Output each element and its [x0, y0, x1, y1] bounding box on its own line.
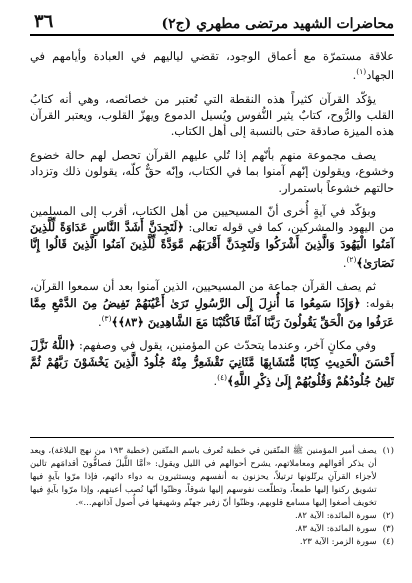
page-number: ٣٦ [34, 11, 54, 32]
quran-verse: ﴿اللَّهُ نَزَّلَ أَحْسَنَ الْحَدِيثِ كِتَابًا مُّتَشَابِهًا مَّثَانِيَ تَقْشَعِرُّ مِنْهُ جُلُودُ الَّذِينَ يَخْشَوْنَ رَبَّهُمْ ثُمَّ تَلِينُ جُلُودُهُمْ وَقُلُوبُهُمْ إِلَىٰ ذِكْرِ اللَّهِ﴾ [30, 338, 394, 389]
quran-verse: ﴿وَإِذَا سَمِعُوا مَا أُنزِلَ إِلَى الرَّسُولِ تَرَىٰ أَعْيُنَهُمْ تَفِيضُ مِنَ الدَّمْعِ مِمَّا عَرَفُوا مِنَ الْحَقِّ يَقُولُونَ رَبَّنَا آمَنَّا فَاكْتُبْنَا مَعَ الشَّاهِدِينَ ﴿٨٣﴾﴾ [30, 295, 394, 330]
paragraph: علاقة مستمرّة مع أعماق الوجود، تقضي لياليهم في العبادة وأيامهم في الجهاد$^{(١)}$. [30, 49, 394, 83]
paragraph: ثم يصف القرآن جماعة من المسيحيين، الذين آمنوا بعد أن سمعوا القرآن، بقوله: ﴿وَإِذَا سَمِعُوا مَا أُنزِلَ إِلَى الرَّسُولِ تَرَىٰ أَعْيُنَهُمْ تَفِيضُ مِنَ الدَّمْعِ مِمَّا عَرَفُوا مِنَ الْحَقِّ يَقُولُونَ رَبَّنَا آمَنَّا فَاكْتُبْنَا مَعَ الشَّاهِدِينَ ﴿٨٣﴾﴾$^{(٣)}$. [30, 279, 394, 330]
footnote-ref: (٤) [217, 373, 228, 383]
footnote-text: سورة المائدة: الآية ٨٢. [295, 511, 377, 521]
footnote-text: سورة المائدة: الآية ٨٣. [295, 524, 377, 534]
running-title: محاضرات الشهيد مرتضى مطهري (ج٢) [161, 16, 394, 32]
footnote [30, 445, 394, 510]
footnote-ref: (٣) [101, 314, 112, 324]
footnote-rule [30, 437, 394, 438]
footnote-ref: (١) [356, 67, 367, 77]
quran-verse: ﴿لَتَجِدَنَّ أَشَدَّ النَّاسِ عَدَاوَةً لِّلَّذِينَ آمَنُوا الْيَهُودَ وَالَّذِينَ أَشْرَكُوا وَلَتَجِدَنَّ أَقْرَبَهُم مَّوَدَّةً لِّلَّذِينَ آمَنُوا الَّذِينَ قَالُوا إِنَّا نَصَارَىٰ﴾ [30, 220, 394, 271]
paragraph: وبؤكّد في آيةٍ أُخرى أنّ المسيحيين من أهل الكتاب، أقرب إلى المسلمين من اليهود والمشركين، كما في قوله تعالى: ﴿لَتَجِدَنَّ أَشَدَّ النَّاسِ عَدَاوَةً لِّلَّذِينَ آمَنُوا الْيَهُودَ وَالَّذِينَ أَشْرَكُوا وَلَتَجِدَنَّ أَقْرَبَهُم مَّوَدَّةً لِّلَّذِينَ آمَنُوا الَّذِينَ قَالُوا إِنَّا نَصَارَىٰ﴾$^{(٢)}$. [30, 204, 394, 271]
footnote-text: سورة الزمر: الآية ٢٣. [299, 537, 377, 547]
body-text [30, 48, 394, 397]
footnote [30, 523, 394, 536]
header-rule [30, 34, 394, 36]
footnote-text: يصف أمير المؤمنين ﷺ المتّقين في خطبة تُعرف باسم المتّقين (خطبة ١٩٣ من نهج البلاغة)، ويعد أن يذكر أقوالهم ومعاملاتهم، يشرح أحوالهم في الليل ويقول: «أمَّا اللَّيلَ فصافُّونَ أقدامَهم تالين لأجزاء القرآنِ يرتّلونها ترتيلاً، يحزنون به أنفسهم ويستثيرون به دواء دائهم، فإذا مرّوا بآيةٍ فيها تشويق ركنوا إليها طمعاً، وتطلّعت نفوسهم إليها شوقاً، وظنّوا أنّها نُصب أعينهم، وإذا مرّوا بآيةٍ فيها تخويف أصغوا إليها مسامع قلوبهم، وظنّوا أنّ زفير جهنّم وشهيقها في أُصول آذانهم...». [30, 446, 377, 508]
page-header [34, 8, 394, 32]
footnote-ref: (٢) [346, 255, 357, 265]
footnote-number: (٢) [382, 511, 394, 521]
footnote-number: (٣) [382, 524, 394, 534]
paragraph: وفي مكانٍ آخر، وعندما يتحدّث عن المؤمنين، يقول في وصفهم: ﴿اللَّهُ نَزَّلَ أَحْسَنَ الْحَدِيثِ كِتَابًا مُّتَشَابِهًا مَّثَانِيَ تَقْشَعِرُّ مِنْهُ جُلُودُ الَّذِينَ يَخْشَوْنَ رَبَّهُمْ ثُمَّ تَلِينُ جُلُودُهُمْ وَقُلُوبُهُمْ إِلَىٰ ذِكْرِ اللَّهِ﴾$^{(٤)}$. [30, 338, 394, 389]
footnote [30, 536, 394, 549]
paragraph: يؤكّد القرآن كثيراً هذه النقطة التي تُعتبر من خصائصه، وهي أنه كتابُ القلب والرُّوح، كتابٌ يثير النُّفوس ويُسيل الدموع ويهزّ القلوب، ويعتبر القرآن هذه الميزة صادقة حتى بالنسبة إلى أهل الكتاب. [30, 91, 394, 139]
footnote-number: (٤) [382, 537, 394, 547]
footnote-number: (١) [382, 446, 394, 456]
footnotes [30, 445, 394, 549]
paragraph: يصف مجموعة منهم بأنّهم إذا تُلي عليهم القرآن تحصل لهم حالة خضوع وخشوع، ويقولون إنّهم آمنوا بما في الكتاب، وإنّه حقٌّ كلّه، يقولون ذلك وتزداد حالتهم خشوعاً باستمرار. [30, 147, 394, 195]
footnote [30, 510, 394, 523]
